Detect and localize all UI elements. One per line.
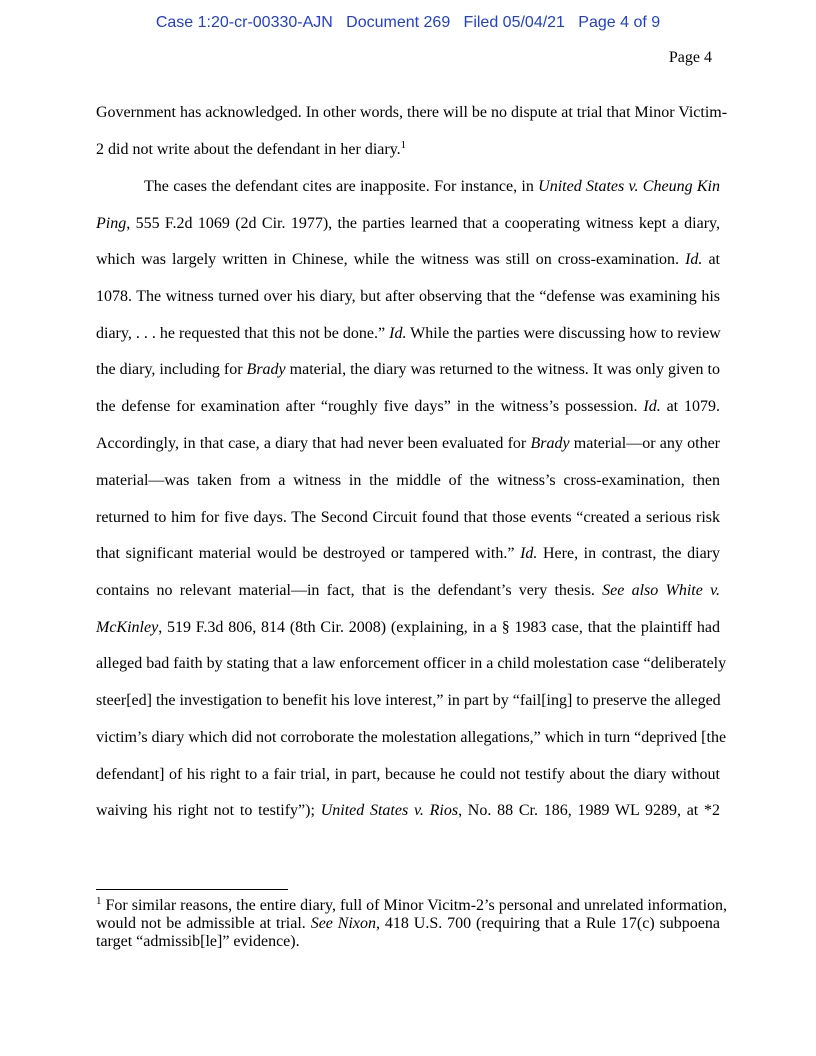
italic-citation: See Nixon <box>310 915 377 932</box>
text-run: at 1079. <box>660 398 721 415</box>
text-run: , 555 F.2d 1069 (2d Cir. 1977), the parties learned that a cooperating witness kept a diary, <box>126 215 720 232</box>
italic-citation: See also White v. <box>602 582 721 599</box>
text-run: Accordingly, in that case, a diary that had never been evaluated for <box>96 435 531 452</box>
text-run: waiving his right not to testify”); <box>96 802 321 819</box>
text-run: , No. 88 Cr. 186, 1989 WL 9289, at *2 <box>458 802 721 819</box>
footnote-line <box>96 933 720 951</box>
body-line <box>96 728 727 748</box>
body-line <box>96 471 720 491</box>
body-line <box>96 324 720 344</box>
footnote-reference: 1 <box>400 139 407 151</box>
italic-citation: McKinley <box>96 619 159 636</box>
text-run: at <box>702 251 720 268</box>
footnote-reference: 1 <box>96 895 102 907</box>
text-run: , 519 F.3d 806, 814 (8th Cir. 2008) (explaining, in a § 1983 case, that the plaintiff had <box>158 619 720 636</box>
body-line <box>96 765 720 785</box>
body-line <box>96 140 720 160</box>
body-line <box>96 434 720 454</box>
text-run: diary, . . . he requested that this not be done.” <box>96 325 390 342</box>
text-run: material—or any other <box>569 435 720 452</box>
footnote-line <box>96 895 728 915</box>
text-run: The cases the defendant cites are inapposite. For instance, in <box>144 178 539 195</box>
text-run: the diary, including for <box>96 361 247 378</box>
text-run: Government has acknowledged. In other words, there will be no dispute at trial that Minor Victim- <box>96 104 728 121</box>
text-run: which was largely written in Chinese, while the witness was still on cross-examination. <box>96 251 686 268</box>
text-run: For similar reasons, the entire diary, full of Minor Vicitm-2’s personal and unrelated information, <box>101 897 728 914</box>
text-run: steer[ed] the investigation to benefit his love interest,” in part by “fail[ing] to preserve the alleged <box>96 692 721 709</box>
body-line <box>96 250 720 270</box>
body-line <box>96 287 720 307</box>
italic-citation: Id. <box>389 325 407 342</box>
text-run: alleged bad faith by stating that a law enforcement officer in a child molestation case “deliberately <box>96 655 727 672</box>
body-line <box>96 177 720 197</box>
text-run: defendant] of his right to a fair trial, in part, because he could not testify about the diary without <box>96 766 720 783</box>
italic-citation: Id. <box>685 251 703 268</box>
italic-citation: Id. <box>520 545 538 562</box>
body-line <box>96 618 720 638</box>
text-run: target “admissib[le]” evidence). <box>96 933 300 950</box>
footnote-divider <box>96 889 288 890</box>
body-line <box>96 801 720 821</box>
text-run: would not be admissible at trial. <box>96 915 311 932</box>
body-line <box>96 581 720 601</box>
text-run: material—was taken from a witness in the middle of the witness’s cross-examination, then <box>96 472 720 489</box>
italic-citation: United States v. Rios <box>320 802 459 819</box>
case-header-stamp: Case 1:20-cr-00330-AJN Document 269 Filed 05/04/21 Page 4 of 9 <box>155 14 661 31</box>
body-line <box>96 544 720 564</box>
italic-citation: Brady <box>530 435 570 452</box>
body-line <box>96 654 727 674</box>
page-number: Page 4 <box>668 49 712 66</box>
footnote-line <box>96 915 720 933</box>
italic-citation: Id. <box>643 398 661 415</box>
body-line <box>96 103 728 123</box>
text-run: victim’s diary which did not corroborate the molestation allegations,” which in turn “deprived [the <box>96 729 727 746</box>
text-run: While the parties were discussing how to review <box>406 325 721 342</box>
text-run: contains no relevant material—in fact, that is the defendant’s very thesis. <box>96 582 603 599</box>
italic-citation: United States v. Cheung Kin <box>538 178 720 195</box>
text-run: 2 did not write about the defendant in her diary. <box>96 141 401 158</box>
body-line <box>96 508 720 528</box>
italic-citation: Ping <box>96 215 127 232</box>
text-run: , 418 U.S. 700 (requiring that a Rule 17(c) subpoena <box>376 915 721 932</box>
text-run: the defense for examination after “roughly five days” in the witness’s possession. <box>96 398 644 415</box>
text-run: that significant material would be destroyed or tampered with.” <box>96 545 521 562</box>
body-line <box>96 214 720 234</box>
body-line <box>96 397 720 417</box>
body-line <box>96 360 720 380</box>
italic-citation: Brady <box>246 361 286 378</box>
text-run: 1078. The witness turned over his diary, but after observing that the “defense was examining his <box>96 288 720 305</box>
body-line <box>96 691 720 711</box>
text-run: material, the diary was returned to the witness. It was only given to <box>285 361 720 378</box>
text-run: Here, in contrast, the diary <box>537 545 720 562</box>
text-run: returned to him for five days. The Second Circuit found that those events “created a serious risk <box>96 509 720 526</box>
